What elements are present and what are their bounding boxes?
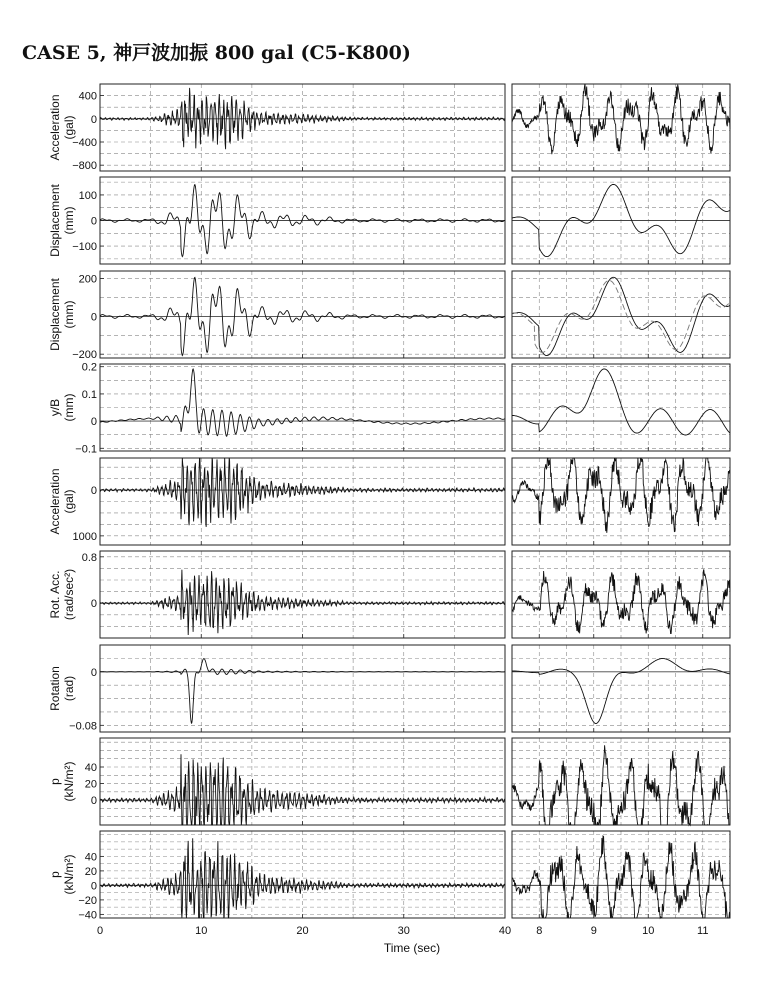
y-tick-label: 200 <box>78 273 97 286</box>
x-axis-label: Time (sec) <box>383 941 441 955</box>
y-axis-label: (gal) <box>62 489 76 514</box>
y-tick-label: −0.08 <box>69 720 97 733</box>
y-tick-label: 0 <box>90 795 97 808</box>
panel-1-left <box>48 84 505 172</box>
panel-9-left <box>48 831 505 921</box>
x-tick-label: 40 <box>498 925 512 937</box>
y-tick-label: 0 <box>90 215 97 228</box>
y-axis-label: Displacement <box>48 184 62 257</box>
panel-3-left <box>48 271 505 361</box>
y-tick-label: −200 <box>72 349 97 362</box>
y-tick-label: 40 <box>84 851 97 864</box>
y-axis-label: y/B <box>48 398 62 417</box>
y-axis-label: (kN/m²) <box>62 761 76 802</box>
y-axis-label: (rad/sec²) <box>62 568 76 621</box>
y-tick-label: −800 <box>72 160 97 173</box>
y-tick-label: 0 <box>90 666 97 679</box>
y-tick-label: 100 <box>78 189 97 202</box>
panel-8-right <box>512 738 730 825</box>
x-tick-label: 20 <box>296 925 309 937</box>
y-tick-label: 0.8 <box>81 551 97 564</box>
y-axis-label: (mm) <box>62 206 76 235</box>
panel-1-right <box>512 84 730 171</box>
panel-6-right <box>512 551 730 638</box>
panel-5-left <box>48 458 505 545</box>
panel-2-right <box>512 177 730 264</box>
y-tick-label: 0 <box>90 416 97 429</box>
y-tick-label: 400 <box>78 90 97 103</box>
y-tick-label: 0 <box>90 880 97 893</box>
y-tick-label: 20 <box>84 778 97 791</box>
panel-7-left <box>48 645 505 732</box>
y-axis-label: p <box>48 871 62 878</box>
y-tick-label: 0 <box>90 598 97 611</box>
panel-2-left <box>48 177 505 264</box>
y-axis-label: (mm) <box>62 300 76 329</box>
y-tick-label: 0 <box>90 113 97 126</box>
figure-title: CASE 5, 神戸波加振 800 gal (C5-K800) <box>22 42 411 64</box>
y-axis-label: (kN/m²) <box>62 854 76 895</box>
y-axis-label: Rotation <box>48 666 62 711</box>
y-axis-label: Rot. Acc. <box>48 570 62 619</box>
y-axis-label: Acceleration <box>48 94 62 161</box>
y-tick-label: −40 <box>78 909 97 922</box>
y-axis-label: (rad) <box>62 675 76 702</box>
signal-line <box>512 745 730 825</box>
y-axis-label: (mm) <box>62 393 76 422</box>
x-tick-label: 11 <box>697 925 709 937</box>
y-tick-label: 40 <box>84 762 97 774</box>
x-tick-label: 30 <box>397 925 410 937</box>
panel-3-right <box>512 271 730 358</box>
x-tick-label: 8 <box>536 925 543 937</box>
panel-7-right <box>512 645 730 732</box>
y-tick-label: −100 <box>72 241 97 254</box>
y-tick-label: 0.2 <box>81 361 97 374</box>
y-axis-label: (gal) <box>62 115 76 140</box>
y-tick-label: −400 <box>72 137 97 149</box>
x-tick-label: 10 <box>195 925 208 937</box>
panel-9-right <box>512 831 730 918</box>
y-axis-label: p <box>48 778 62 785</box>
y-tick-label: 0.1 <box>81 388 97 401</box>
y-tick-label: 0 <box>90 311 97 324</box>
y-axis-label: Acceleration <box>48 468 62 535</box>
y-axis-label: Displacement <box>48 278 62 351</box>
x-tick-label: 0 <box>96 925 104 937</box>
panel-8-left <box>48 738 505 825</box>
panel-4-right <box>512 364 730 451</box>
y-tick-label: 20 <box>84 865 97 878</box>
x-tick-label: 10 <box>642 925 655 937</box>
y-tick-label: 0 <box>90 485 97 498</box>
panel-6-left <box>48 551 505 638</box>
x-tick-label: 9 <box>590 925 597 937</box>
y-tick-label: −20 <box>78 894 97 907</box>
y-tick-label: 1000 <box>72 530 97 543</box>
panel-4-left <box>48 362 505 456</box>
panel-5-right <box>512 458 730 545</box>
y-tick-label: −0.1 <box>75 443 97 456</box>
